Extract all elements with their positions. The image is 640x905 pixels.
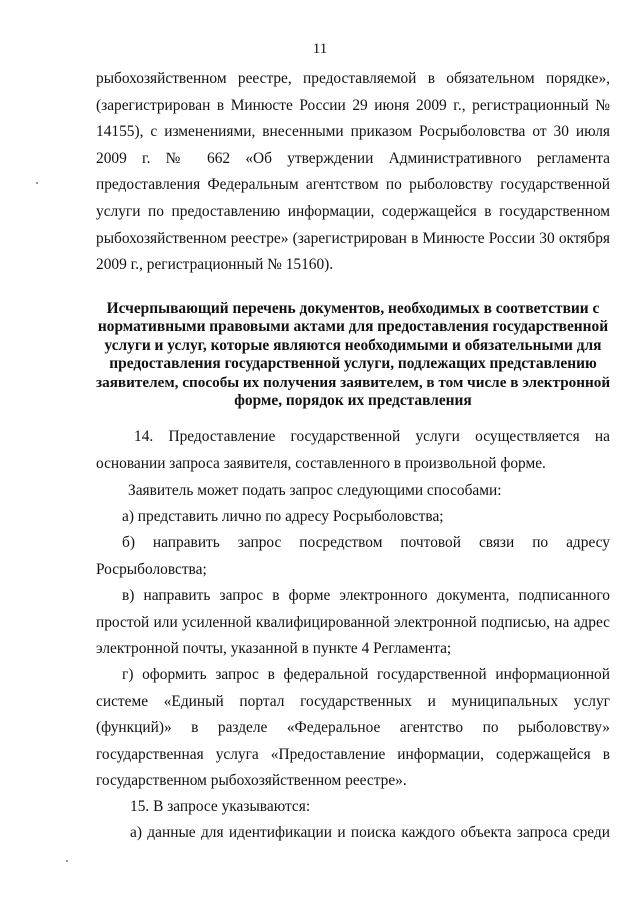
- text-line: рыбохозяйственном реестре» (зарегистрирован в Минюсте России 30 октября: [96, 229, 610, 247]
- method-a: [96, 504, 610, 531]
- heading-line: заявителем, способы их получения заявителем, в том числе в электронной: [96, 373, 611, 391]
- heading-line: предоставления государственной услуги, подлежащих представлению: [109, 355, 597, 373]
- scan-speck: [36, 182, 38, 184]
- text-line: 15. В запросе указываются:: [130, 798, 311, 815]
- text-line: основании запроса заявителя, составленного в произвольной форме.: [96, 454, 546, 472]
- text-line: 2009 г., регистрационный № 15160).: [96, 256, 334, 274]
- text-line: г) оформить запрос в федеральной государственной информационной: [122, 666, 610, 683]
- methods-intro: [96, 478, 610, 505]
- heading-line: Исчерпывающий перечень документов, необходимых в соответствии с: [106, 300, 600, 317]
- text-line: а) представить лично по адресу Росрыболовства;: [122, 508, 444, 525]
- text-line: предоставления Федеральным агентством по рыболовству государственной: [96, 176, 610, 194]
- method-b: [96, 530, 610, 583]
- text-line: Росрыболовства;: [96, 560, 207, 578]
- text-line: 14. Предоставление государственной услуги осуществляется на: [134, 428, 610, 445]
- item-15-a: [96, 820, 610, 847]
- scan-speck: [66, 860, 68, 862]
- text-line: Заявитель может подать запрос следующими способами:: [128, 482, 502, 499]
- text-line: б) направить запрос посредством почтовой связи по адресу: [122, 534, 610, 551]
- text-line: 14155), с изменениями, внесенными приказом Росрыболовства от 30 июля: [96, 123, 610, 141]
- item-14: [96, 424, 610, 477]
- heading-line: услуги и услуг, которые являются необходимыми и обязательными для: [104, 336, 602, 354]
- text-line: рыбохозяйственном реестре, предоставляемой в обязательном порядке»,: [96, 70, 610, 87]
- text-line: системе «Единый портал государственных и муниципальных услуг: [96, 692, 610, 710]
- text-line: государственная услуга «Предоставление информации, содержащейся в: [96, 745, 610, 763]
- heading-line: нормативными правовыми актами для предоставления государственной: [97, 318, 609, 336]
- text-line: 2009 г. № 662 «Об утверждении Административного регламента: [96, 149, 610, 167]
- method-v: [96, 583, 610, 663]
- section-heading: [96, 300, 610, 410]
- text-line: в) направить запрос в форме электронного документа, подписанного: [122, 587, 610, 604]
- text-line: (зарегистрирован в Минюсте России 29 июня 2009 г., регистрационный №: [96, 96, 610, 114]
- method-g: [96, 662, 610, 795]
- text-line: услуги по предоставлению информации, содержащейся в государственном: [96, 202, 610, 220]
- text-line: а) данные для идентификации и поиска каждого объекта запроса среди: [130, 824, 610, 841]
- text-line: электронной почты, указанной в пункте 4 Регламента;: [96, 640, 452, 658]
- continuation-paragraph: [96, 66, 610, 279]
- text-line: простой или усиленной квалифицированной электронной подписью, на адрес: [96, 613, 610, 631]
- item-15: [96, 794, 610, 821]
- page-number: 11: [312, 41, 328, 57]
- text-line: (функций)» в разделе «Федеральное агентство по рыболовству»: [96, 719, 610, 737]
- text-line: государственном рыбохозяйственном реестре».: [96, 772, 407, 790]
- heading-line: форме, порядок их представления: [234, 392, 472, 410]
